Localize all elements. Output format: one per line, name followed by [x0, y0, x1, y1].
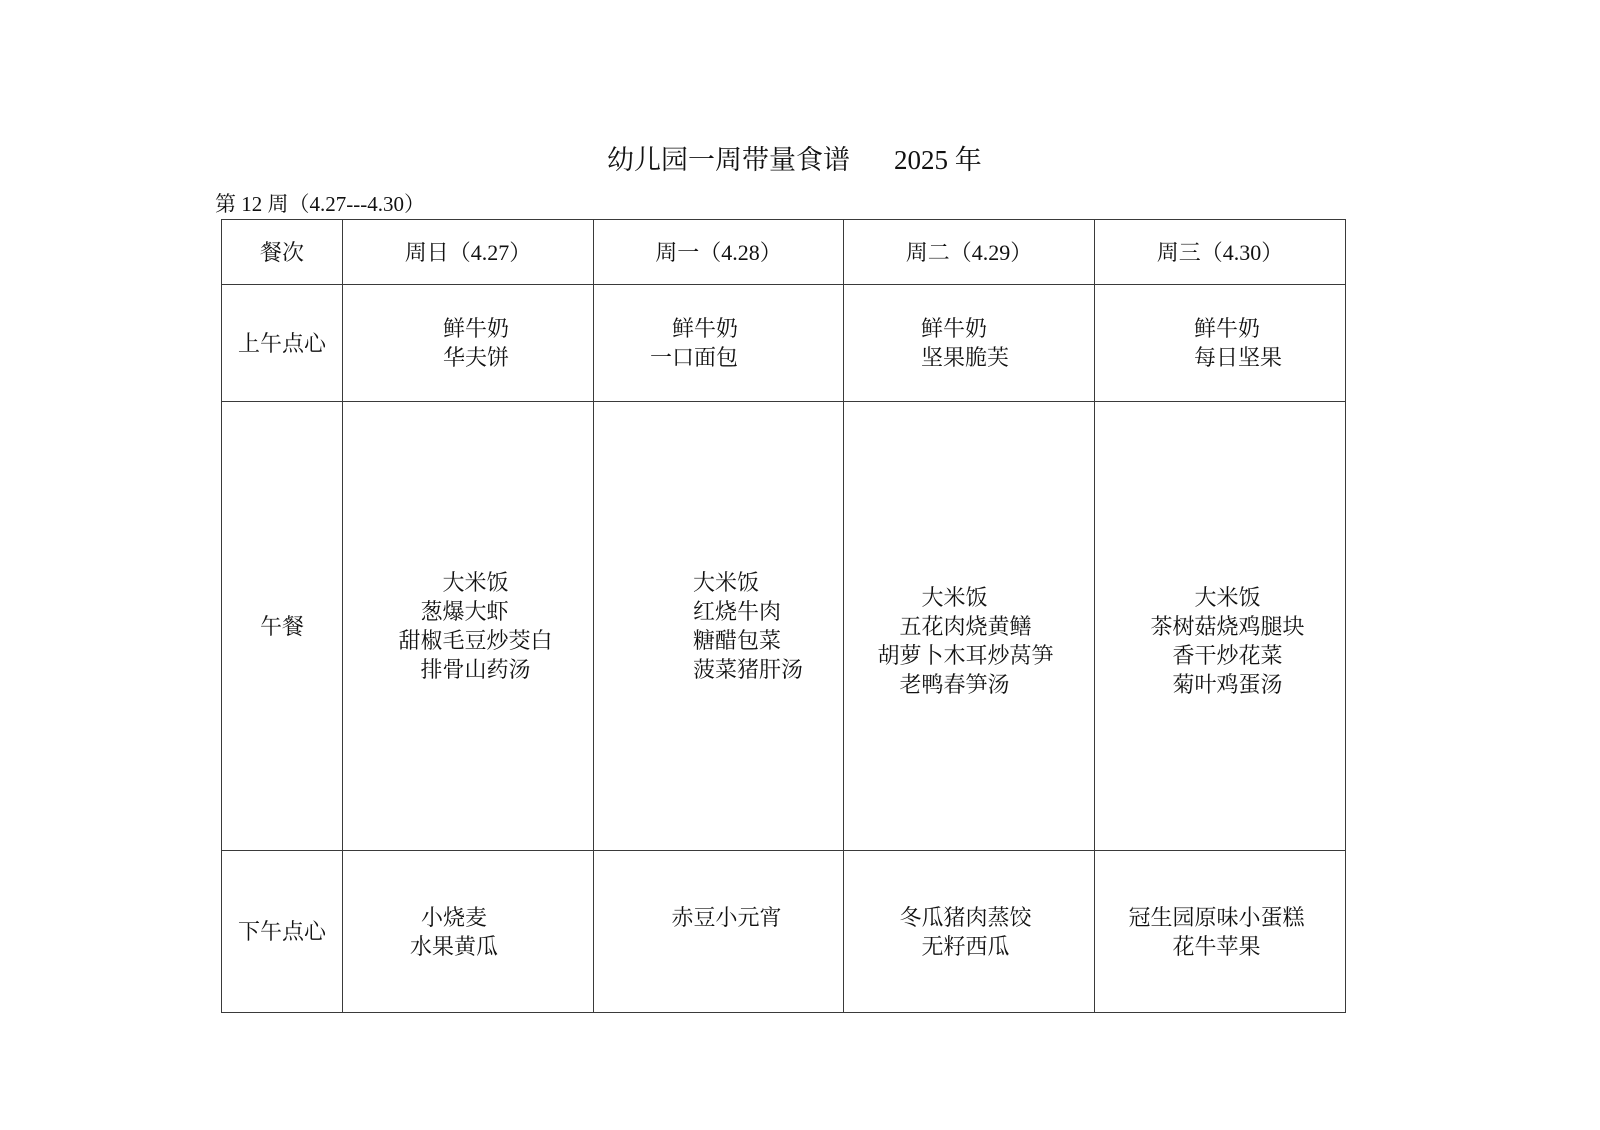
menu-cell-lunch-monday — [593, 401, 844, 851]
meal-label-lunch — [221, 401, 343, 851]
page-title-year: 2025 年 — [894, 145, 982, 175]
header-label: 周日（4.27） — [404, 239, 532, 265]
menu-cell-morning-snack-monday — [593, 284, 844, 402]
header-label: 餐次 — [259, 239, 304, 265]
menu-item: 菊叶鸡蛋汤 — [1172, 671, 1283, 697]
header-label: 周一（4.28） — [655, 239, 782, 265]
menu-item: 无籽西瓜 — [921, 933, 1010, 959]
table-header-tuesday — [843, 219, 1095, 285]
table-header-wednesday — [1094, 219, 1346, 285]
menu-item: 一口面包 — [649, 345, 738, 370]
menu-item: 华夫饼 — [443, 345, 510, 370]
menu-item: 鲜牛奶 — [1194, 316, 1261, 341]
menu-cell-afternoon-snack-monday — [593, 850, 844, 1013]
menu-cell-afternoon-snack-tuesday — [843, 850, 1095, 1013]
menu-item: 花牛苹果 — [1172, 933, 1261, 959]
menu-cell-lunch-tuesday — [843, 401, 1095, 851]
menu-item: 胡萝卜木耳炒莴笋 — [877, 642, 1054, 668]
table-header-meal — [221, 219, 343, 285]
menu-item: 葱爆大虾 — [420, 599, 509, 624]
meal-label: 上午点心 — [237, 330, 326, 356]
menu-item: 糖醋包菜 — [693, 628, 782, 653]
meal-label-morning-snack — [221, 284, 343, 402]
meal-label-afternoon-snack — [221, 850, 343, 1013]
menu-item: 大米饭 — [1194, 584, 1261, 610]
week-label: 第 12 周（4.27---4.30） — [215, 192, 425, 216]
menu-cell-lunch-sunday — [342, 401, 594, 851]
menu-item: 红烧牛肉 — [693, 599, 782, 624]
menu-item: 茶树菇烧鸡腿块 — [1150, 613, 1305, 639]
header-label: 周二（4.29） — [905, 239, 1033, 265]
menu-item: 冠生园原味小蛋糕 — [1128, 904, 1305, 930]
menu-item: 鲜牛奶 — [443, 316, 510, 341]
menu-item: 甜椒毛豆炒茭白 — [398, 628, 553, 653]
menu-item: 冬瓜猪肉蒸饺 — [899, 904, 1032, 930]
menu-item: 鲜牛奶 — [921, 316, 988, 341]
menu-item: 坚果脆芙 — [921, 345, 1010, 370]
meal-label: 午餐 — [259, 613, 304, 639]
menu-item: 水果黄瓜 — [409, 933, 498, 959]
menu-cell-morning-snack-tuesday — [843, 284, 1095, 402]
menu-item: 老鸭春笋汤 — [899, 671, 1010, 697]
menu-item: 每日坚果 — [1194, 345, 1283, 370]
menu-item: 香干炒花菜 — [1172, 642, 1283, 668]
menu-item: 排骨山药汤 — [420, 657, 531, 682]
menu-item: 大米饭 — [442, 570, 509, 595]
menu-item: 小烧麦 — [420, 904, 487, 930]
menu-table — [221, 219, 1346, 1013]
menu-cell-morning-snack-sunday — [342, 284, 594, 402]
menu-item: 赤豆小元宵 — [671, 904, 782, 930]
table-header-monday — [593, 219, 844, 285]
menu-item: 菠菜猪肝汤 — [693, 657, 804, 682]
menu-item: 鲜牛奶 — [671, 316, 738, 341]
menu-item: 大米饭 — [921, 584, 988, 610]
meal-label: 下午点心 — [237, 919, 326, 944]
menu-cell-afternoon-snack-wednesday — [1094, 850, 1346, 1013]
page-title-text: 幼儿园一周带量食谱 — [607, 145, 850, 175]
menu-cell-afternoon-snack-sunday — [342, 850, 594, 1013]
header-label: 周三（4.30） — [1156, 239, 1284, 265]
page-title — [607, 143, 982, 177]
table-header-sunday — [342, 219, 594, 285]
menu-item: 大米饭 — [693, 570, 760, 595]
menu-item: 五花肉烧黄鳝 — [899, 613, 1032, 639]
menu-cell-morning-snack-wednesday — [1094, 284, 1346, 402]
menu-cell-lunch-wednesday — [1094, 401, 1346, 851]
